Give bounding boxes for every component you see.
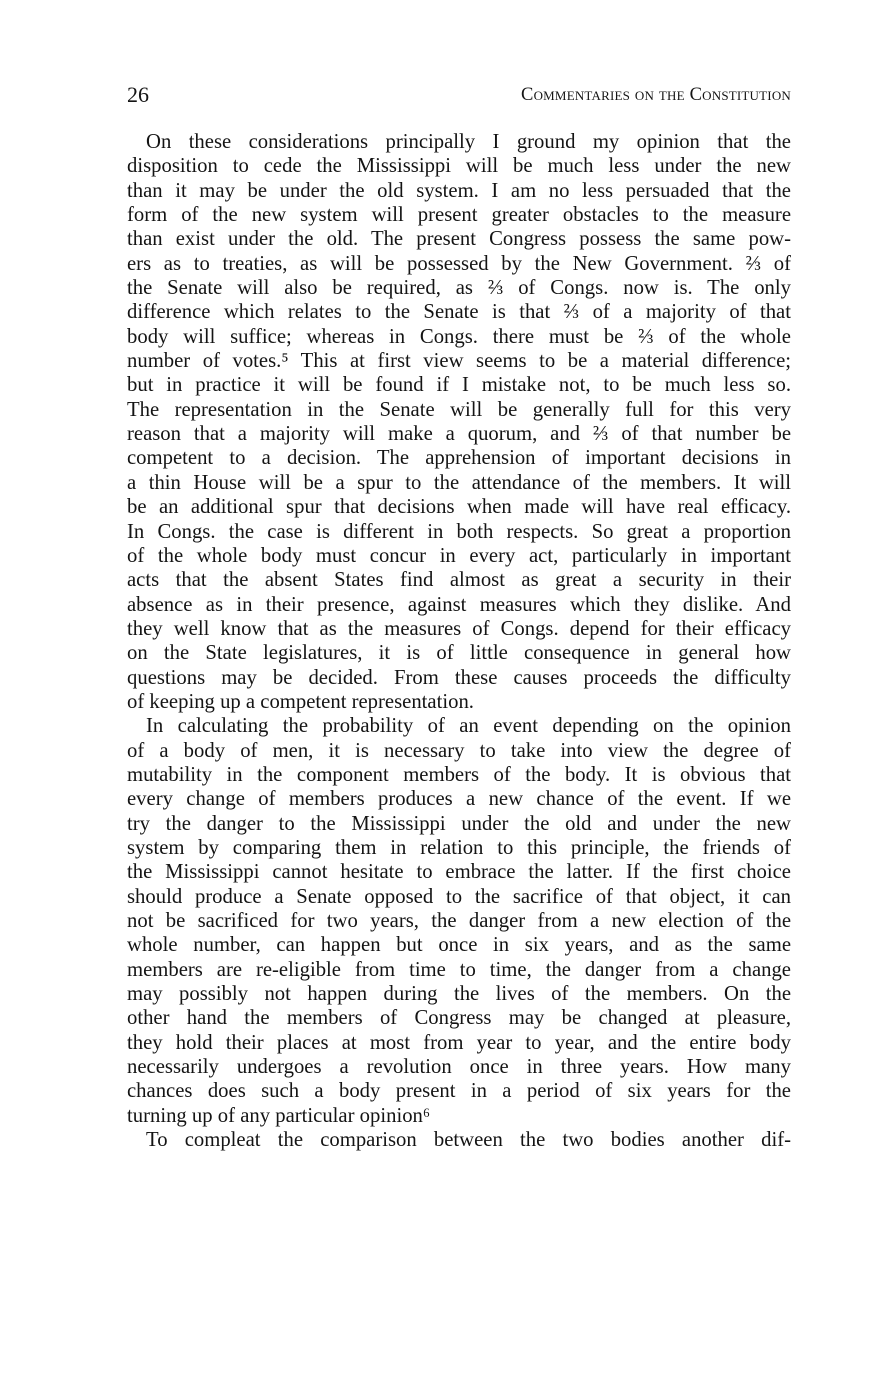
text-line: To compleat the comparison between the two bodies another dif- bbox=[146, 1129, 791, 1152]
text-line: whole number, can happen but once in six years, and as the same bbox=[127, 934, 791, 957]
text-line: a thin House will be a spur to the attendance of the members. It will bbox=[127, 471, 791, 494]
body-text bbox=[127, 130, 791, 1152]
text-line: the Senate will also be required, as ⅔ of Congs. now is. The only bbox=[127, 277, 791, 300]
text-line: of a body of men, it is necessary to take into view the degree of bbox=[127, 739, 791, 762]
text-line: than exist under the old. The present Congress possess the same pow- bbox=[127, 228, 791, 251]
text-line: competent to a decision. The apprehension of important decisions in bbox=[127, 447, 791, 470]
text-line: should produce a Senate opposed to the sacrifice of that object, it can bbox=[127, 885, 791, 908]
text-line: acts that the absent States find almost as great a security in their bbox=[127, 569, 791, 592]
text-line: other hand the members of Congress may be changed at pleasure, bbox=[127, 1007, 791, 1030]
text-line: be an additional spur that decisions when made will have real efficacy. bbox=[127, 496, 791, 519]
text-line: of keeping up a competent representation. bbox=[127, 690, 474, 713]
text-line: of the whole body must concur in every act, particularly in important bbox=[127, 544, 791, 567]
text-line: on the State legislatures, it is of little consequence in general how bbox=[127, 642, 791, 665]
text-line: every change of members produces a new chance of the event. If we bbox=[127, 788, 791, 811]
text-line: turning up of any particular opinion⁶ bbox=[127, 1104, 431, 1127]
paragraph bbox=[127, 1128, 791, 1152]
text-line: reason that a majority will make a quorum, and ⅔ of that number be bbox=[127, 423, 791, 446]
text-line: difference which relates to the Senate is that ⅔ of a majority of that bbox=[127, 301, 791, 324]
text-line: mutability in the component members of the body. It is obvious that bbox=[127, 763, 791, 786]
text-line: but in practice it will be found if I mistake not, to be much less so. bbox=[127, 374, 791, 397]
page-header bbox=[127, 80, 791, 110]
text-line: In Congs. the case is different in both respects. So great a proportion bbox=[127, 520, 791, 543]
text-line: than it may be under the old system. I am no less persuaded that the bbox=[127, 179, 791, 202]
text-line: body will suffice; whereas in Congs. there must be ⅔ of the whole bbox=[127, 325, 791, 348]
paragraph bbox=[127, 714, 791, 1128]
text-line: chances does such a body present in a period of six years for the bbox=[127, 1080, 791, 1103]
text-line: not be sacrificed for two years, the danger from a new election of the bbox=[127, 910, 791, 932]
text-line: may possibly not happen during the lives of the members. On the bbox=[127, 983, 791, 1006]
text-line: they well know that as the measures of Congs. depend for their efficacy bbox=[127, 617, 791, 640]
text-line: In calculating the probability of an event depending on the opinion bbox=[146, 715, 791, 738]
text-line: members are re-eligible from time to time, the danger from a change bbox=[127, 958, 791, 981]
text-line: necessarily undergoes a revolution once in three years. How many bbox=[127, 1056, 791, 1079]
text-line: number of votes.⁵ This at first view seems to be a material difference; bbox=[127, 350, 791, 373]
text-line: ers as to treaties, as will be possessed by the New Government. ⅔ of bbox=[127, 252, 791, 275]
text-line: On these considerations principally I ground my opinion that the bbox=[146, 131, 791, 153]
text-line: The representation in the Senate will be generally full for this very bbox=[127, 398, 791, 421]
text-line: disposition to cede the Mississippi will be much less under the new bbox=[127, 155, 791, 178]
text-line: try the danger to the Mississippi under the old and under the new bbox=[127, 812, 791, 835]
text-line: system by comparing them in relation to this principle, the friends of bbox=[127, 836, 791, 859]
paragraph bbox=[127, 130, 791, 714]
text-line: they hold their places at most from year to year, and the entire body bbox=[127, 1031, 791, 1054]
page-number: 26 bbox=[127, 82, 149, 107]
text-line: form of the new system will present greater obstacles to the measure bbox=[127, 204, 791, 227]
running-head: Commentaries on the Constitution bbox=[521, 85, 791, 105]
text-line: absence as in their presence, against measures which they dislike. And bbox=[127, 593, 791, 616]
text-line: the Mississippi cannot hesitate to embrace the latter. If the first choice bbox=[127, 861, 791, 884]
text-line: questions may be decided. From these causes proceeds the difficulty bbox=[127, 666, 791, 689]
